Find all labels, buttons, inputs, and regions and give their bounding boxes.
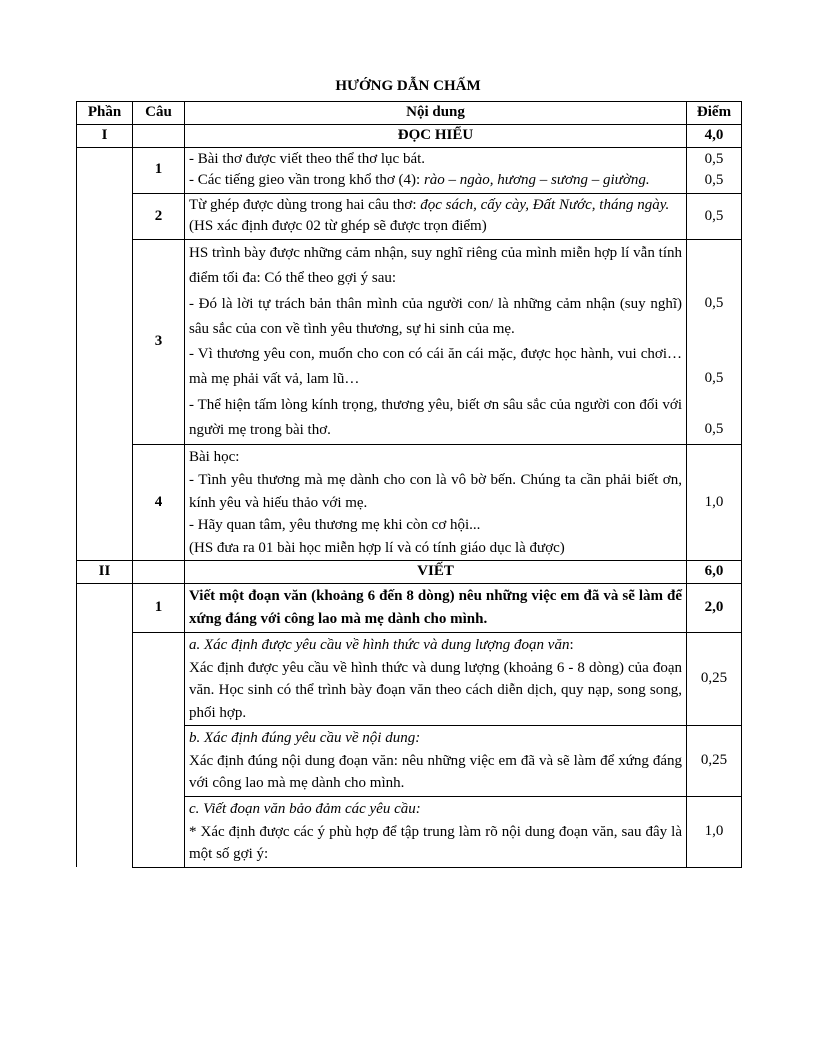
- question-row: [77, 193, 742, 239]
- score-value: 0,5: [704, 294, 724, 311]
- score-value: 2,0: [687, 583, 742, 632]
- answer-italic: đọc sách, cấy cày, Đất Nước, tháng ngày.: [420, 196, 670, 213]
- question-number: 4: [133, 445, 185, 561]
- grading-table: [76, 101, 742, 868]
- question-row: [77, 445, 742, 561]
- criteria-content: [185, 797, 687, 868]
- answer-line: - Hãy quan tâm, yêu thương mẹ khi còn cơ hội...: [189, 517, 481, 534]
- criteria-heading: a. Xác định được yêu cầu về hình thức và dung lượng đoạn văn: [189, 636, 570, 653]
- header-row: [77, 102, 742, 125]
- empty-cell: [133, 125, 185, 148]
- criteria-content: [185, 632, 687, 725]
- answer-italic: rào – ngào, hương – sương – giường.: [423, 172, 650, 189]
- score-value: 0,25: [687, 632, 742, 725]
- question-prompt: Viết một đoạn văn (khoảng 6 đến 8 dòng) nêu những việc em đã và sẽ làm để xứng đáng với công lao mà mẹ dành cho mình.: [185, 583, 687, 632]
- score-cell: [687, 239, 742, 444]
- header-question: Câu: [133, 102, 185, 125]
- score-value: 0,5: [704, 421, 724, 438]
- answer-line: (HS đưa ra 01 bài học miễn hợp lí và có tính giáo dục là được): [189, 539, 565, 556]
- score-value: 0,5: [704, 150, 724, 167]
- answer-line: (HS xác định được 02 từ ghép sẽ được trọn điểm): [189, 218, 487, 235]
- part-column-spacer: [77, 583, 133, 867]
- answer-content: [185, 147, 687, 193]
- header-score: Điểm: [687, 102, 742, 125]
- criteria-heading-tail: :: [569, 636, 574, 653]
- question-number: 2: [133, 193, 185, 239]
- score-value: 0,5: [704, 370, 724, 387]
- section-title: ĐỌC HIỂU: [185, 125, 687, 148]
- criteria-heading: c. Viết đoạn văn bảo đảm các yêu cầu:: [189, 801, 421, 818]
- answer-content: [185, 445, 687, 561]
- answer-line: Từ ghép được dùng trong hai câu thơ:: [189, 196, 421, 213]
- score-value: 0,5: [704, 172, 724, 189]
- answer-line: - Thể hiện tấm lòng kính trọng, thương yêu, biết ơn sâu sắc của người con đối với người mẹ trong bài thơ.: [189, 396, 682, 439]
- answer-line: - Các tiếng gieo vần trong khổ thơ (4):: [189, 172, 424, 189]
- answer-line: - Đó là lời tự trách bản thân mình của người con/ là những cảm nhận (suy nghĩ) sâu sắc của con về tình yêu thương, sự hi sinh của mẹ.: [189, 295, 682, 337]
- answer-content: [185, 239, 687, 444]
- part-number: II: [77, 561, 133, 584]
- header-part: Phần: [77, 102, 133, 125]
- criteria-body: Xác định được yêu cầu về hình thức và dung lượng (khoảng 6 - 8 dòng) của đoạn văn. Học sinh có thể trình bày đoạn văn theo cách diễn dịch, quy nạp, song song, phối hợp.: [189, 659, 682, 721]
- question-row: [77, 147, 742, 193]
- question-row: [77, 583, 742, 632]
- header-content: Nội dung: [185, 102, 687, 125]
- empty-cell: [133, 561, 185, 584]
- score-value: 0,5: [687, 193, 742, 239]
- question-column-spacer: [133, 632, 185, 867]
- score-value: 1,0: [687, 797, 742, 868]
- section-title: VIẾT: [185, 561, 687, 584]
- section-row: [77, 125, 742, 148]
- question-number: 1: [133, 583, 185, 632]
- question-row: [77, 239, 742, 444]
- section-row: [77, 561, 742, 584]
- answer-line: - Bài thơ được viết theo thể thơ lục bát.: [189, 150, 426, 167]
- answer-line: - Vì thương yêu con, muốn cho con có cái ăn cái mặc, được học hành, vui chơi… mà mẹ phải vất vả, lam lũ…: [189, 346, 682, 388]
- score-value: 0,25: [687, 726, 742, 797]
- section-score: 4,0: [687, 125, 742, 148]
- answer-content: [185, 193, 687, 239]
- answer-line: HS trình bày được những cảm nhận, suy nghĩ riêng của mình miễn hợp lí vẫn tính điểm tối đa: Có thể theo gợi ý sau:: [189, 244, 682, 287]
- page-title: HƯỚNG DẪN CHẤM: [335, 78, 481, 94]
- part-number: I: [77, 125, 133, 148]
- score-value: 1,0: [687, 445, 742, 561]
- part-column-spacer: [77, 147, 133, 561]
- section-score: 6,0: [687, 561, 742, 584]
- criteria-body: Xác định đúng nội dung đoạn văn: nêu những việc em đã và sẽ làm để xứng đáng với công lao mà mẹ dành cho mình.: [189, 752, 682, 792]
- answer-line: Bài học:: [189, 449, 240, 466]
- criteria-body: * Xác định được các ý phù hợp để tập trung làm rõ nội dung đoạn văn, sau đây là một số gợi ý:: [189, 823, 682, 863]
- question-number: 1: [133, 147, 185, 193]
- criteria-content: [185, 726, 687, 797]
- criteria-heading: b. Xác định đúng yêu cầu về nội dung:: [189, 730, 421, 747]
- answer-line: - Tình yêu thương mà mẹ dành cho con là vô bờ bến. Chúng ta cần phải biết ơn, kính yêu và hiếu thảo với mẹ.: [189, 471, 682, 511]
- score-cell: [687, 147, 742, 193]
- question-number: 3: [133, 239, 185, 444]
- criteria-row: [77, 632, 742, 725]
